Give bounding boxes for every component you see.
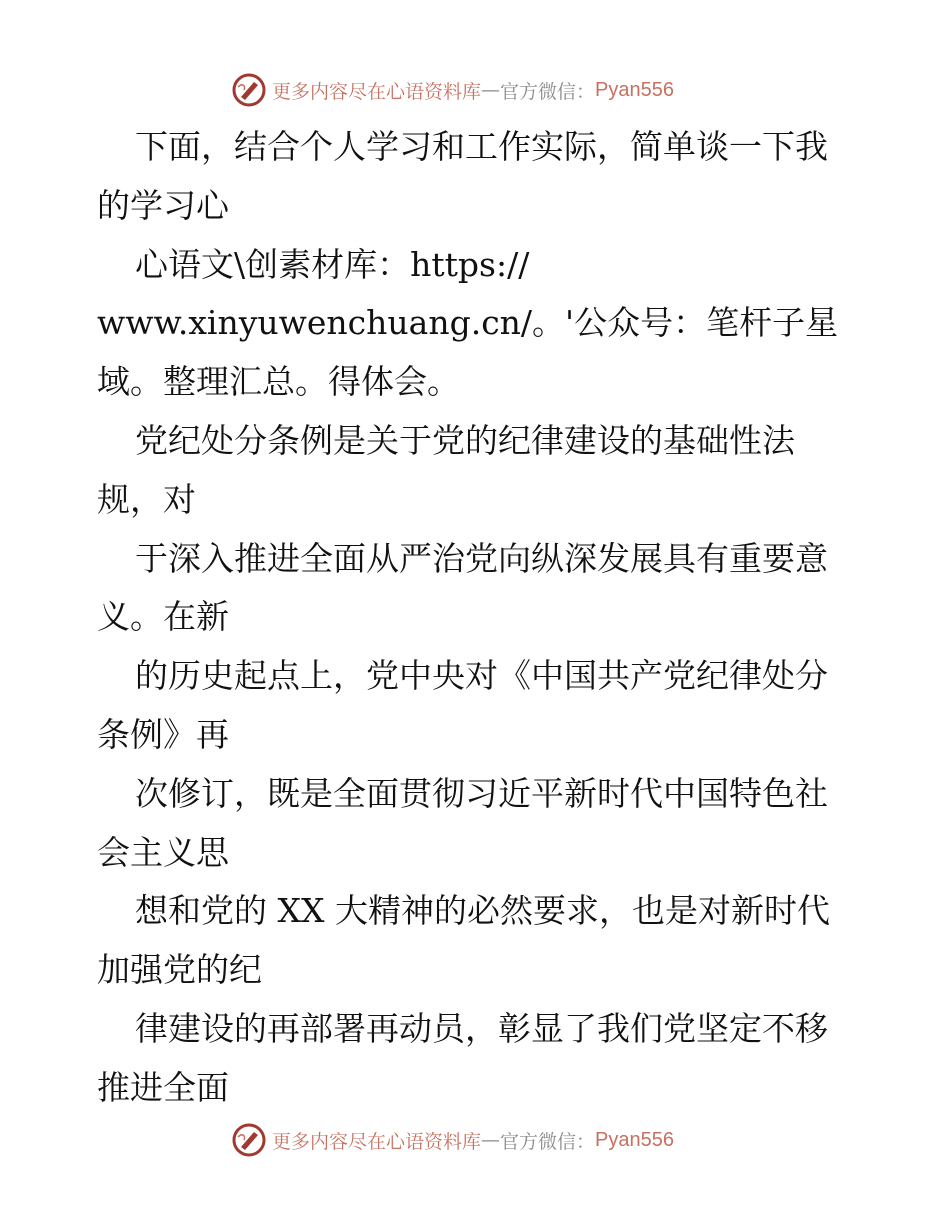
- document-body: [97, 118, 857, 1118]
- banner-wechat-label: 官方微信：: [500, 80, 596, 103]
- text-line: 的历史起点上，党中央对《中国共产党纪律处分: [135, 656, 828, 696]
- text-line: 党纪处分条例是关于党的纪律建设的基础性法: [135, 420, 795, 460]
- text-line: 心语文\创素材库：https://: [135, 244, 530, 284]
- text-line: 想和党的 XX 大精神的必然要求，也是对新时代: [135, 891, 830, 931]
- banner-wechat-id: Pyan556: [595, 78, 674, 101]
- text-line: 推进全面: [97, 1067, 229, 1107]
- banner-dash: —: [481, 79, 501, 101]
- text-line: 次修订，既是全面贯彻习近平新时代中国特色社: [135, 773, 828, 813]
- banner-wechat-label: 官方微信：: [500, 1130, 596, 1153]
- text-line: 义。在新: [97, 597, 229, 637]
- text-line: 于深入推进全面从严治党向纵深发展具有重要意: [135, 538, 828, 578]
- text-line: 域。整理汇总。得体会。: [97, 362, 460, 402]
- banner-title: 更多内容尽在心语资料库: [272, 80, 482, 103]
- pen-logo-icon: [232, 1123, 266, 1157]
- text-line: 加强党的纪: [97, 950, 262, 990]
- text-line: 会主义思: [97, 832, 229, 872]
- pen-logo-icon: [232, 73, 266, 107]
- header-watermark-banner: [232, 72, 712, 108]
- text-line: 下面，结合个人学习和工作实际，简单谈一下我: [135, 127, 828, 166]
- text-line: www.xinyuwenchuang.cn/。'公众号：笔杆子星: [97, 303, 839, 343]
- text-line: 的学习心: [97, 185, 229, 225]
- banner-title: 更多内容尽在心语资料库: [272, 1130, 482, 1153]
- banner-wechat-id: Pyan556: [595, 1128, 674, 1151]
- text-line: 规，对: [97, 479, 196, 519]
- footer-watermark-banner: [232, 1122, 712, 1158]
- text-line: 律建设的再部署再动员，彰显了我们党坚定不移: [135, 1008, 828, 1048]
- text-line: 条例》再: [97, 714, 229, 754]
- banner-dash: —: [481, 1129, 501, 1151]
